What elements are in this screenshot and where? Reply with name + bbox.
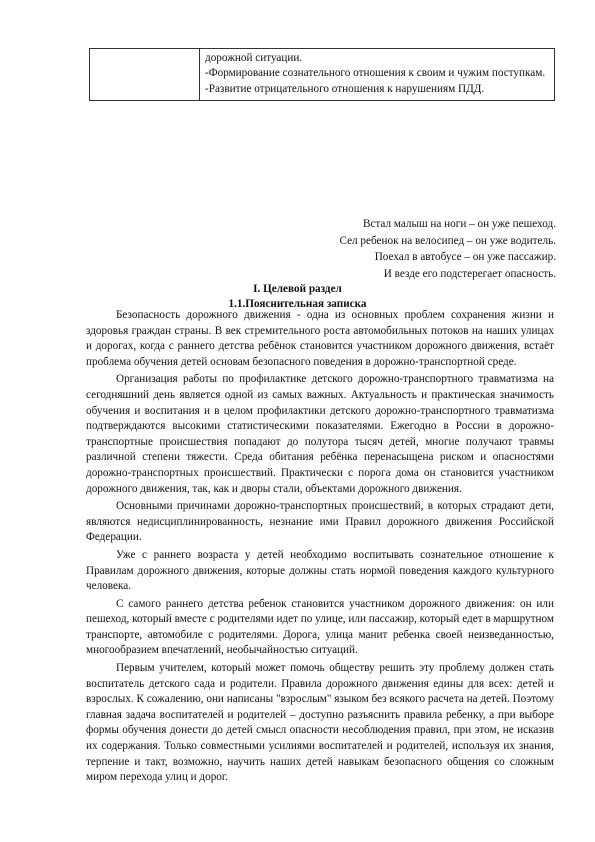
subsection-title: 1.1.Пояснительная записка [228, 298, 367, 310]
epigraph-line: Встал малыш на ноги – он уже пешеход. [362, 218, 556, 230]
paragraph: Уже с раннего возраста у детей необходимо воспитывать сознательное отношение к Правилам дорожного движения, которые должны стать нормой поведения каждого культурного человека. [86, 548, 554, 593]
table-row [90, 49, 555, 101]
paragraph: Организация работы по профилактике детского дорожно-транспортного травматизма на сегодняшний день является одной из самых важных. Актуальность и практическая значимость обучения и воспитания и в целом профилактики детского дорожно-транспортного травматизма подтверждаются высокими статистическими показателями. Ежегодно в России в дорожно-транспортные происшествия попадают до полутора тысяч детей, многие получают травмы различной степени тяжести. Среда обитания ребёнка перенасыщена риском и опасностями дорожно-транспортных происшествий. Практически с порога дома он становится участником дорожного движения, так, как и дворы стали, объектами дорожного движения. [86, 373, 554, 495]
epigraph-line: Сел ребенок на велосипед – он уже водитель. [339, 234, 556, 247]
table-cell-line: -Развитие отрицательного отношения к нарушениям ПДД. [205, 82, 485, 95]
table-cell-goals [200, 49, 555, 101]
explanatory-note-body [86, 308, 554, 786]
table-cell-line: -Формирование сознательного отношения к своим и чужим поступкам. [205, 67, 546, 80]
paragraph: С самого раннего детства ребенок становится участником дорожного движения: он или пешеход, который вместе с родителями идет по улице, или пассажир, который едет в маршрутном транспорте, автомобиле с родителями. Дорога, улица манит ребенка своей неизведанностью, многообразием впечатлений, необычайностью ситуаций. [86, 597, 554, 657]
epigraph-line: И везде его подстерегает опасность. [383, 268, 556, 281]
epigraph-line: Поехал в автобусе – он уже пассажир. [374, 251, 556, 264]
goals-table [89, 48, 555, 101]
table-cell-empty [90, 49, 200, 101]
epigraph [339, 216, 556, 283]
table-cell-line: дорожной ситуации. [205, 52, 303, 64]
section-title: I. Целевой раздел [253, 283, 342, 295]
paragraph: Первым учителем, который может помочь обществу решить эту проблему должен стать воспитатель детского сада и родители. Правила дорожного движения едины для всех: детей и взрослых. К сожалению, они написаны "взрослым" языком без всякого расчета на детей. Поэтому главная задача воспитателей и родителей – доступно разъяснить правила ребенку, а при выборе формы обучения донести до детей смысл опасности несоблюдения правил, при этом, не исказив их содержания. Только совместными усилиями воспитателей и родителей, используя их знания, терпение и такт, возможно, научить наших детей навыкам безопасного общения со сложным миром перехода улиц и дорог. [86, 662, 554, 784]
goals-table-fragment [89, 48, 555, 101]
paragraph: Безопасность дорожного движения - одна из основных проблем сохранения жизни и здоровья граждан страны. В век стремительного роста автомобильных потоков на наших улицах и дорогах, когда с раннего детства ребёнок становится участником дорожного движения, встаёт проблема обучения детей основам безопасного поведения в дорожно-транспортной среде. [86, 309, 554, 368]
paragraph: Основными причинами дорожно-транспортных происшествий, в которых страдают дети, являются недисциплинированность, незнание ими Правил дорожного движения Российской Федерации. [86, 500, 554, 544]
